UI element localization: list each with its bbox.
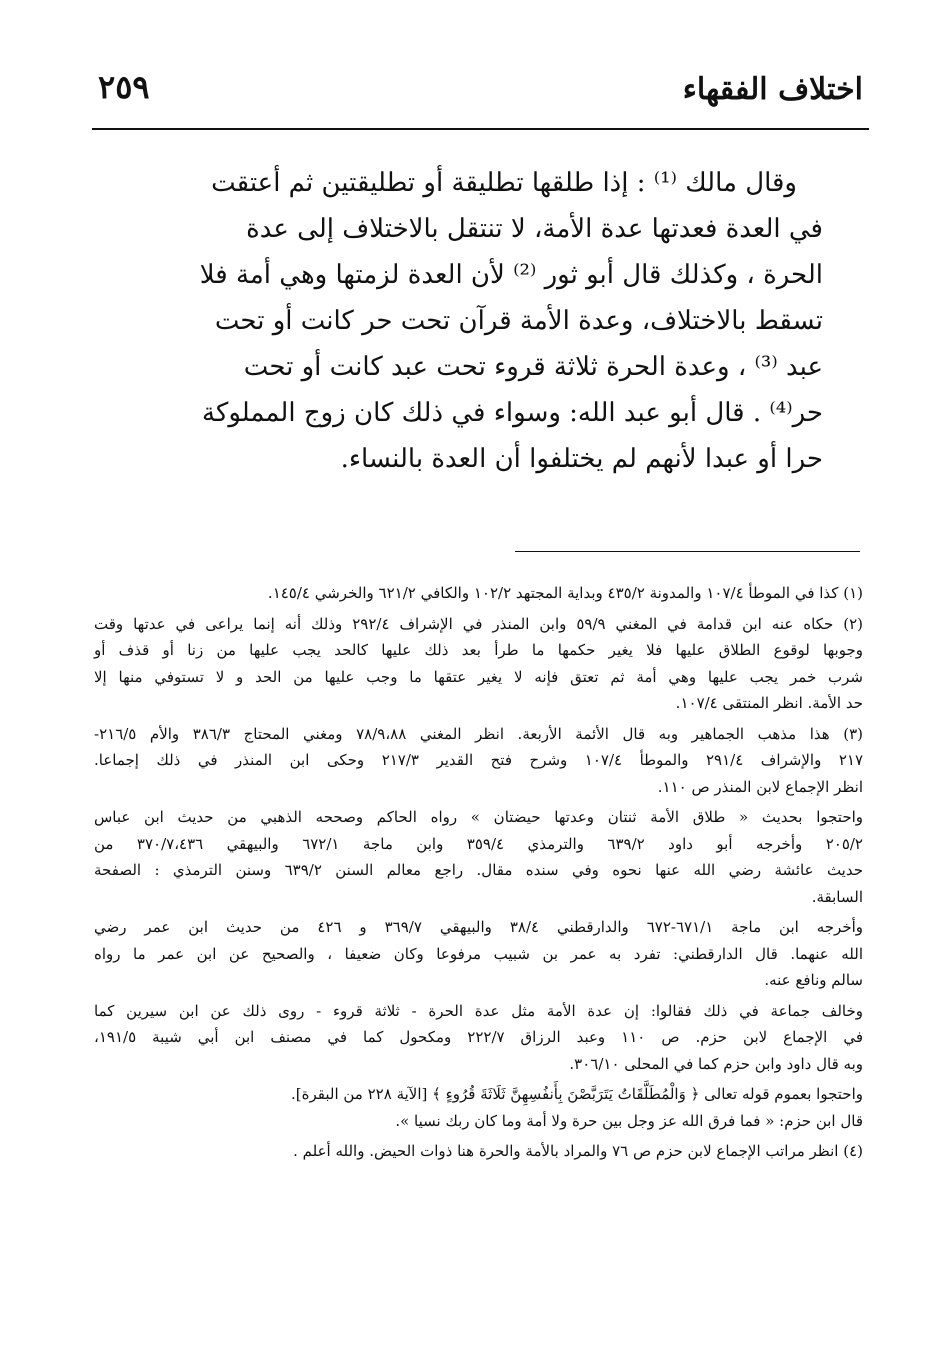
main-text-line: تسقط بالاختلاف، وعدة الأمة قرآن تحت حر كانت أو تحت	[214, 306, 823, 336]
footnote-line: وجوبها لوقوع الطلاق عليها فلا يغير حكمها ما طرأ بعد ذلك عليها كالحد يجب عليها من زنا أو قذف أو	[94, 641, 863, 659]
footnote-line: وأخرجه ابن ماجة ٦٧١/١-٦٧٢ والدارقطني ٣٨/٤ والبيهقي ٣٦٩/٧ و ٤٢٦ من حديث ابن عمر رضي	[94, 918, 864, 936]
main-text-line: حرا أو عبدا لأنهم لم يختلفوا أن العدة بالنساء.	[340, 444, 823, 474]
footnote-line: وخالف جماعة في ذلك فقالوا: إن عدة الأمة مثل عدة الحرة - ثلاثة قروء - روى ذلك عن ابن سيرين كما	[94, 1001, 863, 1020]
footnote-line: الله عنهما. قال الدارقطني: تفرد به عمر بن شبيب مرفوعا وكان ضعيفا ، والصحيح عن ابن عمر ما رواه	[94, 944, 863, 963]
footnote-line: شرب خمر يجب عليها وهي أمة ثم تعتق فإنه لا يغير عتقها ما وجب عليها من الحد و لا تستوفي منها إلا	[94, 667, 863, 686]
running-title: اختلاف الفقهاء	[682, 72, 863, 107]
footnote-line: واحتجوا بحديث « طلاق الأمة ثنتان وعدتها حيضتان » رواه الحاكم وصححه الذهبي من حديث ابن عباس	[94, 808, 863, 826]
header-rule	[92, 128, 869, 130]
footnote-line: قال ابن حزم: « فما فرق الله عز وجل بين حرة ولا أمة وما كان ربك نسيا ».	[395, 1111, 863, 1130]
footnote-line: واحتجوا بعموم قوله تعالى ﴿ وَالْمُطَلَّقَاتُ يَتَرَبَّصْنَ بِأَنفُسِهِنَّ ثَلَاثَةَ قُرُوءٍ ﴾ [الآية ٢٢٨ من البقرة].	[291, 1085, 863, 1103]
footnote-line: سالم ونافع عنه.	[764, 971, 863, 989]
footnote-line: انظر الإجماع لابن المنذر ص ١١٠.	[657, 777, 863, 796]
footnote-line: ٢١٧ والإشراف ٢٩١/٤ والموطأ ١٠٧/٤ وشرح فتح القدير ٢١٧/٣ وحكى ابن المنذر في ذلك إجماعا.	[94, 751, 863, 769]
footnotes	[94, 580, 863, 1165]
footnote-separator	[515, 551, 860, 552]
main-text-line: الحرة ، وكذلك قال أبو ثور ⁽²⁾ لأن العدة لزمتها وهي أمة فلا	[199, 260, 823, 290]
footnote-line: (٤) انظر مراتب الإجماع لابن حزم ص ٧٦ والمراد بالأمة والحرة هنا ذوات الحيض. والله أعلم .	[293, 1142, 863, 1160]
page-number: ٢٥٩	[98, 68, 150, 106]
footnote-line: (١) كذا في الموطأ ١٠٧/٤ والمدونة ٤٣٥/٢ وبداية المجتهد ١٠٢/٢ والكافي ٦٢١/٢ والخرشي ١٤٥/٤.	[267, 584, 863, 602]
main-text-line: في العدة فعدتها عدة الأمة، لا تنتقل بالاختلاف إلى عدة	[246, 214, 823, 244]
footnote-line: (٣) هذا مذهب الجماهير وبه قال الأئمة الأربعة. انظر المغني ٧٨/٩،٨٨ ومغني المحتاج ٣٨٦/٣ والأم ٢١٦/٥-	[94, 724, 863, 743]
footnote-line: ٢٠٥/٢ وأخرجه أبو داود ٦٣٩/٢ والترمذي ٣٥٩/٤ وابن ماجة ٦٧٢/١ والبيهقي ٣٧٠/٧،٤٣٦ من	[94, 834, 863, 853]
footnote-line: وبه قال داود وابن حزم كما في المحلى ٣٠٦/١٠.	[569, 1054, 863, 1073]
footnote-line: السابقة.	[811, 887, 863, 906]
main-text-line: حر⁽⁴⁾ . قال أبو عبد الله: وسواء في ذلك كان زوج المملوكة	[202, 398, 823, 428]
footnote-line: في الإجماع لابن حزم. ص ١١٠ وعبد الرزاق ٢٢٢/٧ ومكحول كما في مصنف ابن أبي شيبة ١٩١/٥،	[94, 1028, 863, 1046]
main-text	[199, 160, 823, 482]
main-text-line: عبد ⁽³⁾ ، وعدة الحرة ثلاثة قروء تحت عبد كانت أو تحت	[243, 352, 823, 382]
footnote-line: حديث عائشة رضي الله عنها نحوه وفي سنده مقال. راجع معالم السنن ٦٣٩/٢ وسنن الترمذي : الصفحة	[94, 861, 863, 879]
main-text-line: وقال مالك ⁽¹⁾ : إذا طلقها تطليقة أو تطليقتين ثم أعتقت	[211, 168, 797, 198]
footnote-line: حد الأمة. انظر المنتقى ١٠٧/٤.	[675, 694, 863, 712]
footnote-line: (٢) حكاه عنه ابن قدامة في المغني ٥٩/٩ وابن المنذر في الإشراف ٢٩٢/٤ وذلك أنه إنما يراعى في عدتها وقت	[94, 614, 863, 633]
